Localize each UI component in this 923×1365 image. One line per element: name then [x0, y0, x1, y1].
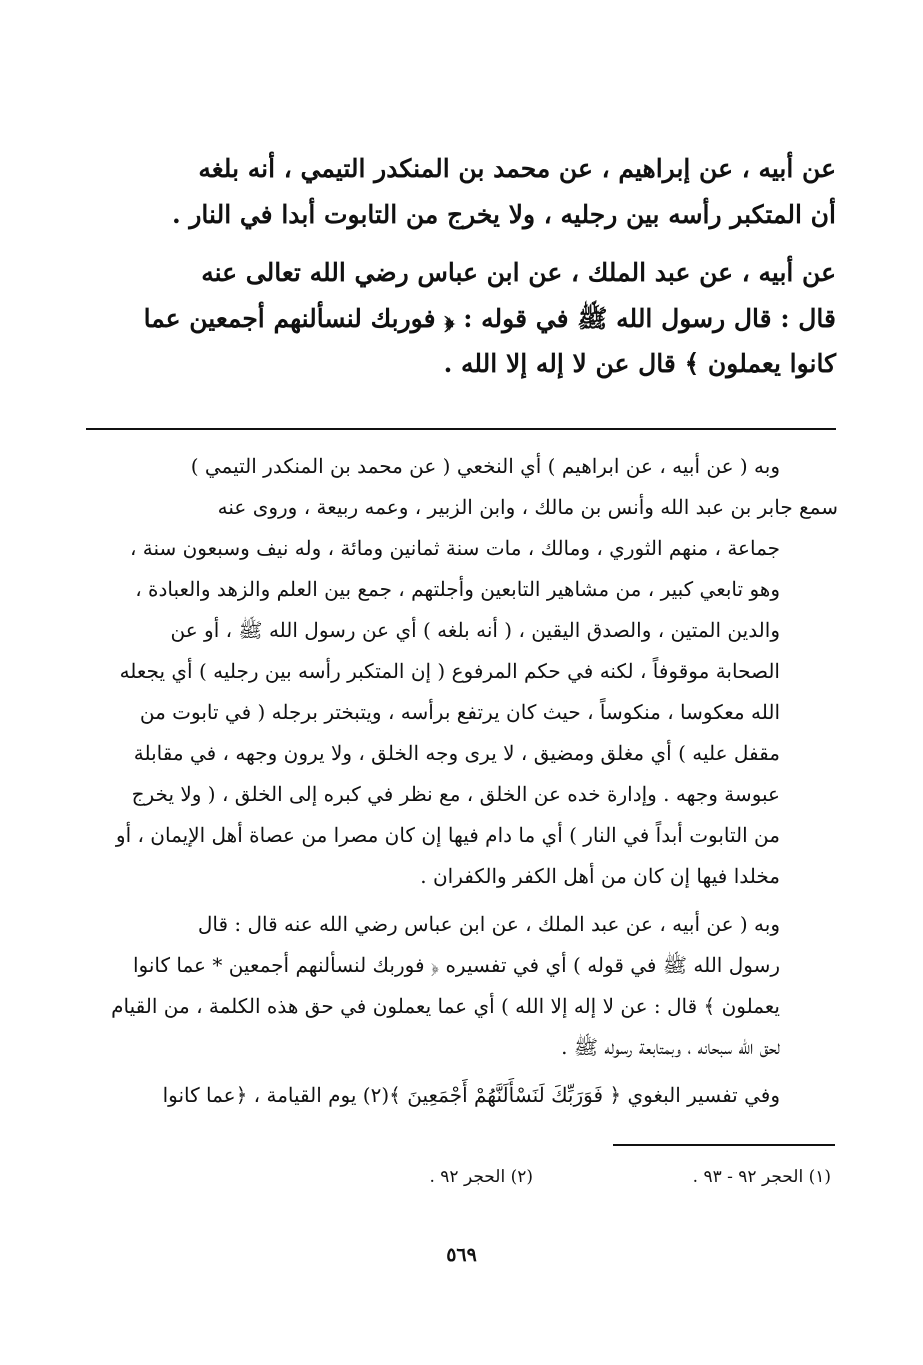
commentary-line: رسول الله ﷺ في قوله ) أي في تفسيره ﴿ فوربك لنسألنهم أجمعين * عما كانوا — [132, 953, 780, 977]
commentary-line: وهو تابعي كبير ، من مشاهير التابعين وأجلتهم ، جمع بين العلم والزهد والعبادة ، — [135, 577, 780, 601]
main-paragraph-1 — [88, 146, 836, 237]
commentary-line: يعملون ﴾ قال : عن لا إله إلا الله ) أي عما يعملون في حق هذه الكلمة ، من القيام — [111, 994, 780, 1018]
commentary-paragraph-2 — [88, 904, 838, 1068]
main-line: عن أبيه ، عن إبراهيم ، عن محمد بن المنكدر التيمي ، أنه بلغه — [198, 154, 836, 183]
footnote-1: (١) الحجر ٩٢ - ٩٣ . — [692, 1167, 831, 1187]
commentary-paragraph-1 — [88, 446, 838, 897]
page-number: ٥٦٩ — [446, 1244, 477, 1266]
main-line: عن أبيه ، عن عبد الملك ، عن ابن عباس رضي الله تعالى عنه — [201, 258, 836, 287]
commentary-line: عبوسة وجهه . وإدارة خده عن الخلق ، مع نظر في كبره إلى الخلق ، ( ولا يخرج — [131, 782, 780, 806]
commentary-line: لحق الله سبحانه ، وبمتابعة رسوله ﷺ . — [561, 1035, 780, 1059]
commentary-line: سمع جابر بن عبد الله وأنس بن مالك ، وابن الزبير ، وعمه ربيعة ، وروى عنه — [217, 495, 838, 519]
commentary-line: من التابوت أبداً في النار ) أي ما دام فيها إن كان مصرا من عصاة أهل الإيمان ، أو — [115, 823, 780, 847]
commentary-line: الصحابة موقوفاً ، لكنه في حكم المرفوع ( إن المتكبر رأسه بين رجليه ) أي يجعله — [119, 659, 780, 683]
main-divider-rule — [86, 428, 836, 430]
main-line: قال : قال رسول الله ﷺ في قوله : ﴿ فوربك لنسألنهم أجمعين عما — [143, 303, 836, 333]
commentary-paragraph-3 — [88, 1075, 838, 1116]
footnote-divider-rule — [613, 1144, 835, 1146]
commentary-line: جماعة ، منهم الثوري ، ومالك ، مات سنة ثمانين ومائة ، وله نيف وسبعون سنة ، — [129, 536, 780, 560]
footnote-2: (٢) الحجر ٩٢ . — [429, 1167, 533, 1187]
commentary-line: وبه ( عن أبيه ، عن ابراهيم ) أي النخعي ( عن محمد بن المنكدر التيمي ) — [190, 454, 780, 478]
main-paragraph-2 — [88, 250, 836, 387]
main-line: كانوا يعملون ﴾ قال عن لا إله إلا الله . — [443, 349, 836, 378]
commentary-line: وبه ( عن أبيه ، عن عبد الملك ، عن ابن عباس رضي الله عنه قال : قال — [197, 912, 780, 936]
commentary-text — [88, 446, 838, 1116]
commentary-line: وفي تفسير البغوي ﴿ فَوَرَبِّكَ لَنَسْأَلَنَّهُمْ أَجْمَعِينَ ﴾(٢) يوم القيامة ، ﴿عما كانوا — [162, 1083, 780, 1107]
commentary-line: مخلدا فيها إن كان من أهل الكفر والكفران . — [420, 864, 780, 888]
main-line: أن المتكبر رأسه بين رجليه ، ولا يخرج من التابوت أبدا في النار . — [171, 199, 836, 229]
commentary-line: مقفل عليه ) أي مغلق ومضيق ، لا يرى وجه الخلق ، ولا يرون وجهه ، في مقابلة — [133, 741, 780, 765]
main-text — [88, 146, 836, 387]
commentary-line: الله معكوسا ، منكوساً ، حيث كان يرتفع برأسه ، ويتبختر برجله ( في تابوت من — [139, 700, 780, 724]
commentary-line: والدين المتين ، والصدق اليقين ، ( أنه بلغه ) أي عن رسول الله ﷺ ، أو عن — [170, 618, 780, 642]
